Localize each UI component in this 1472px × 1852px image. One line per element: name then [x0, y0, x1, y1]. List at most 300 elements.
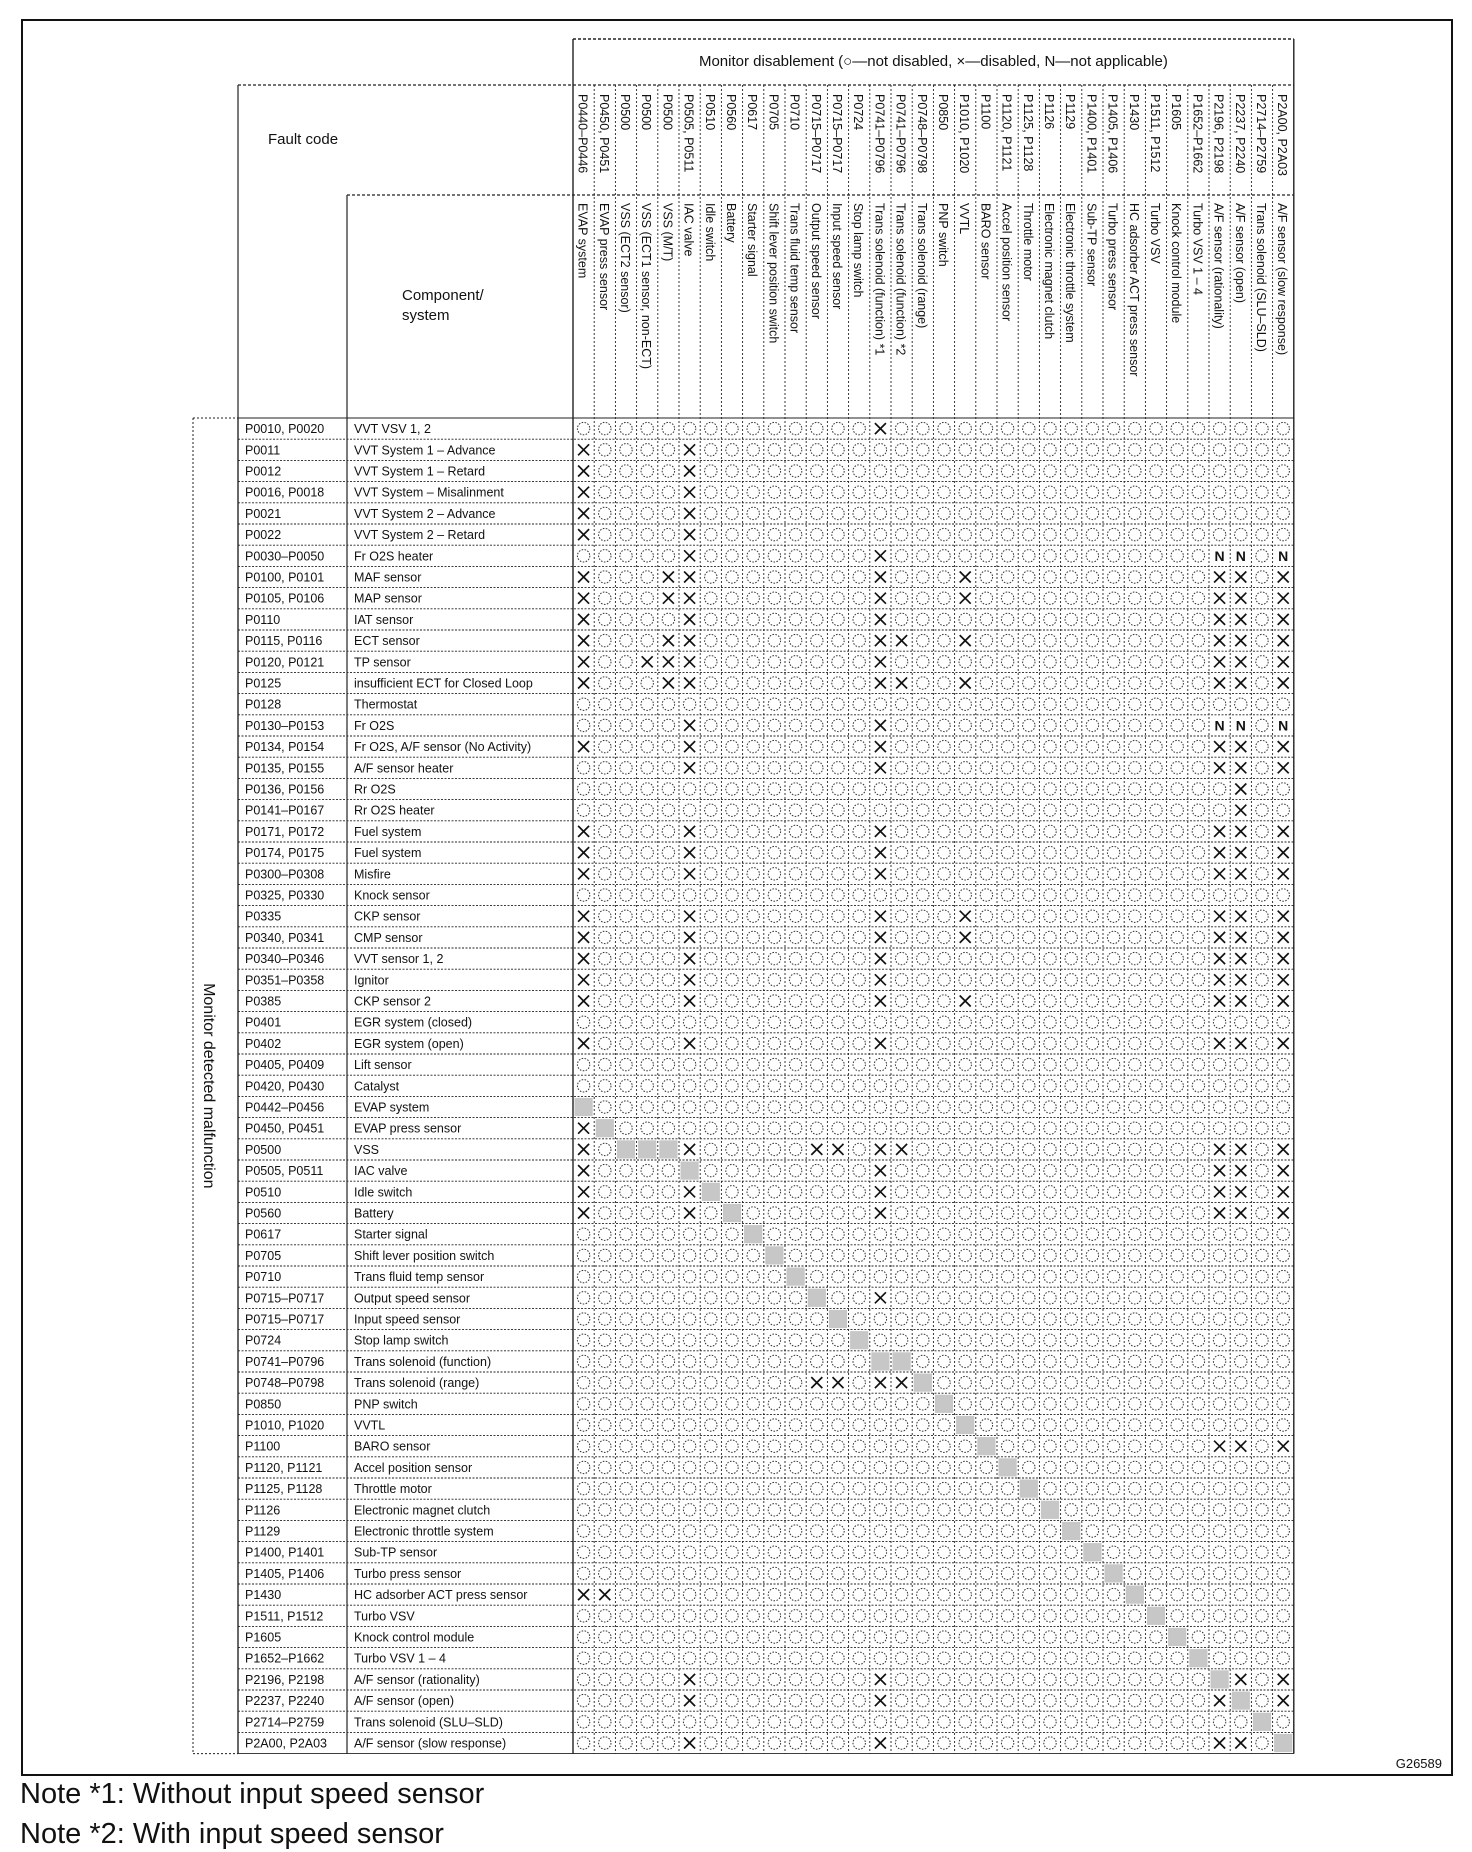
- mark-not-disabled: [1023, 1037, 1035, 1049]
- mark-not-disabled: [789, 444, 801, 456]
- mark-not-disabled: [1150, 1482, 1162, 1494]
- mark-not-disabled: [1213, 698, 1225, 710]
- mark-not-disabled: [705, 1122, 717, 1134]
- mark-not-disabled: [726, 1080, 738, 1092]
- mark-self-shaded: [1253, 1713, 1271, 1731]
- mark-not-disabled: [980, 528, 992, 540]
- mark-not-disabled: [895, 1694, 907, 1706]
- mark-not-disabled: [768, 1610, 780, 1622]
- mark-not-disabled: [620, 571, 632, 583]
- mark-disabled: [642, 656, 653, 667]
- mark-not-disabled: [1086, 1461, 1098, 1473]
- mark-not-disabled: [1107, 1080, 1119, 1092]
- mark-not-disabled: [1150, 1037, 1162, 1049]
- mark-not-disabled: [620, 783, 632, 795]
- mark-not-disabled: [1065, 1122, 1077, 1134]
- mark-not-disabled: [874, 507, 886, 519]
- mark-not-disabled: [1256, 1207, 1268, 1219]
- mark-not-disabled: [1277, 1355, 1289, 1367]
- mark-not-disabled: [1277, 1376, 1289, 1388]
- mark-not-disabled: [1023, 571, 1035, 583]
- mark-not-disabled: [1192, 952, 1204, 964]
- mark-not-disabled: [1044, 465, 1056, 477]
- mark-not-disabled: [980, 1419, 992, 1431]
- mark-disabled: [875, 1165, 886, 1176]
- mark-not-disabled: [1150, 762, 1162, 774]
- mark-not-disabled: [832, 1419, 844, 1431]
- mark-not-disabled: [1086, 486, 1098, 498]
- mark-not-disabled: [662, 1101, 674, 1113]
- mark-not-disabled: [599, 804, 611, 816]
- column-name-26: Turbo press sensor: [1105, 203, 1120, 311]
- mark-not-disabled: [1023, 995, 1035, 1007]
- mark-not-disabled: [705, 1694, 717, 1706]
- mark-not-disabled: [811, 465, 823, 477]
- mark-not-disabled: [1277, 465, 1289, 477]
- column-name-29: Knock control module: [1169, 203, 1184, 324]
- mark-not-disabled: [1213, 1122, 1225, 1134]
- mark-not-disabled: [1129, 1546, 1141, 1558]
- mark-not-disabled: [789, 1631, 801, 1643]
- mark-not-disabled: [832, 1461, 844, 1473]
- mark-disabled: [1278, 1441, 1289, 1452]
- mark-not-disabled: [1150, 656, 1162, 668]
- mark-not-disabled: [1129, 1694, 1141, 1706]
- mark-not-disabled: [853, 868, 865, 880]
- mark-not-disabled: [1171, 571, 1183, 583]
- mark-not-disabled: [768, 1716, 780, 1728]
- column-code-18: P0850: [936, 94, 950, 131]
- mark-not-disabled: [768, 762, 780, 774]
- mark-not-disabled: [683, 1546, 695, 1558]
- mark-not-disabled: [1023, 1716, 1035, 1728]
- mark-not-disabled: [1129, 804, 1141, 816]
- mark-not-disabled: [768, 613, 780, 625]
- mark-not-disabled: [641, 634, 653, 646]
- mark-disabled: [1235, 1674, 1246, 1685]
- mark-not-disabled: [620, 1313, 632, 1325]
- mark-not-disabled: [726, 1440, 738, 1452]
- mark-not-disabled: [980, 1716, 992, 1728]
- mark-disabled: [578, 678, 589, 689]
- mark-not-disabled: [683, 1440, 695, 1452]
- mark-disabled: [1278, 593, 1289, 604]
- mark-not-disabled: [853, 1376, 865, 1388]
- mark-not-disabled: [768, 868, 780, 880]
- mark-not-disabled: [1023, 486, 1035, 498]
- mark-not-disabled: [1171, 1716, 1183, 1728]
- mark-not-disabled: [1171, 1016, 1183, 1028]
- column-code-13: P0715–P0717: [830, 94, 844, 174]
- mark-not-disabled: [641, 1588, 653, 1600]
- mark-not-disabled: [832, 1504, 844, 1516]
- mark-disabled: [578, 572, 589, 583]
- mark-not-disabled: [980, 698, 992, 710]
- mark-not-disabled: [1277, 1292, 1289, 1304]
- row-code-57: P1511, P1512: [245, 1609, 324, 1624]
- mark-not-disabled: [1023, 1164, 1035, 1176]
- mark-not-disabled: [599, 634, 611, 646]
- mark-not-disabled: [832, 507, 844, 519]
- mark-not-disabled: [620, 677, 632, 689]
- mark-not-disabled: [811, 486, 823, 498]
- mark-not-disabled: [1044, 931, 1056, 943]
- mark-not-disabled: [1001, 550, 1013, 562]
- mark-not-disabled: [832, 1652, 844, 1664]
- mark-not-disabled: [641, 444, 653, 456]
- mark-not-disabled: [895, 719, 907, 731]
- mark-not-disabled: [1065, 889, 1077, 901]
- mark-not-disabled: [1001, 1355, 1013, 1367]
- mark-disabled: [578, 996, 589, 1007]
- mark-not-disabled: [1086, 1588, 1098, 1600]
- mark-not-disabled: [641, 1292, 653, 1304]
- row-name-10: IAT sensor: [354, 612, 414, 627]
- mark-not-disabled: [747, 1631, 759, 1643]
- mark-not-disabled: [917, 1058, 929, 1070]
- mark-not-disabled: [959, 1313, 971, 1325]
- mark-not-disabled: [1065, 1037, 1077, 1049]
- mark-not-disabled: [959, 889, 971, 901]
- mark-not-disabled: [1107, 931, 1119, 943]
- mark-not-disabled: [959, 1567, 971, 1579]
- mark-not-disabled: [768, 1376, 780, 1388]
- mark-not-disabled: [662, 1080, 674, 1092]
- mark-not-disabled: [1044, 1631, 1056, 1643]
- mark-not-disabled: [620, 1249, 632, 1261]
- mark-not-disabled: [768, 1525, 780, 1537]
- mark-not-disabled: [1256, 1525, 1268, 1537]
- mark-not-disabled: [1150, 1313, 1162, 1325]
- row-name-33: EVAP system: [354, 1100, 430, 1115]
- mark-not-disabled: [811, 1058, 823, 1070]
- mark-not-disabled: [1086, 1737, 1098, 1749]
- mark-disabled: [684, 487, 695, 498]
- mark-not-disabled: [789, 1546, 801, 1558]
- mark-not-disabled: [1023, 719, 1035, 731]
- mark-not-disabled: [917, 783, 929, 795]
- mark-not-disabled: [1192, 995, 1204, 1007]
- mark-not-disabled: [1277, 1588, 1289, 1600]
- mark-not-disabled: [1192, 1186, 1204, 1198]
- mark-not-disabled: [1023, 507, 1035, 519]
- mark-not-disabled: [1065, 444, 1077, 456]
- mark-not-disabled: [1107, 846, 1119, 858]
- mark-not-disabled: [1213, 528, 1225, 540]
- mark-self-shaded: [871, 1352, 889, 1370]
- mark-not-disabled: [980, 1186, 992, 1198]
- mark-not-disabled: [1044, 1567, 1056, 1579]
- mark-not-disabled: [959, 1355, 971, 1367]
- mark-not-disabled: [726, 1101, 738, 1113]
- mark-not-disabled: [895, 592, 907, 604]
- mark-not-disabled: [620, 422, 632, 434]
- mark-disabled: [1235, 614, 1246, 625]
- mark-not-disabled: [1001, 1419, 1013, 1431]
- mark-not-disabled: [895, 1716, 907, 1728]
- mark-not-disabled: [874, 1122, 886, 1134]
- mark-not-disabled: [747, 1313, 759, 1325]
- mark-not-disabled: [1065, 1270, 1077, 1282]
- mark-not-disabled: [1001, 571, 1013, 583]
- row-name-23: Knock sensor: [354, 888, 430, 903]
- mark-not-disabled: [1044, 1270, 1056, 1282]
- mark-not-disabled: [1044, 1186, 1056, 1198]
- mark-disabled: [875, 572, 886, 583]
- mark-not-disabled: [705, 1207, 717, 1219]
- mark-disabled: [578, 635, 589, 646]
- mark-not-disabled: [747, 1694, 759, 1706]
- mark-not-disabled: [747, 465, 759, 477]
- row-name-42: Output speed sensor: [354, 1291, 471, 1306]
- mark-not-disabled: [683, 1334, 695, 1346]
- mark-not-disabled: [811, 762, 823, 774]
- mark-not-disabled: [874, 1249, 886, 1261]
- mark-not-disabled: [1235, 698, 1247, 710]
- column-name-10: Shift lever position switch: [766, 203, 781, 344]
- mark-disabled: [1278, 1144, 1289, 1155]
- mark-not-disabled: [811, 825, 823, 837]
- mark-not-disabled: [917, 910, 929, 922]
- mark-not-disabled: [789, 507, 801, 519]
- mark-not-disabled: [1044, 1122, 1056, 1134]
- mark-not-disabled: [789, 1122, 801, 1134]
- mark-not-disabled: [980, 422, 992, 434]
- mark-not-disabled: [874, 1016, 886, 1028]
- mark-not-disabled: [1065, 1313, 1077, 1325]
- mark-not-disabled: [789, 592, 801, 604]
- mark-not-disabled: [1256, 1334, 1268, 1346]
- mark-not-disabled: [747, 719, 759, 731]
- column-code-14: P0724: [851, 94, 866, 131]
- mark-not-disabled: [1044, 1058, 1056, 1070]
- mark-not-disabled: [1023, 1292, 1035, 1304]
- mark-not-disabled: [641, 613, 653, 625]
- mark-not-disabled: [1001, 740, 1013, 752]
- mark-not-disabled: [980, 1101, 992, 1113]
- mark-not-disabled: [895, 740, 907, 752]
- mark-not-disabled: [1065, 528, 1077, 540]
- mark-not-disabled: [917, 1546, 929, 1558]
- row-code-23: P0325, P0330: [245, 888, 325, 903]
- mark-not-disabled: [747, 1249, 759, 1261]
- mark-not-disabled: [662, 974, 674, 986]
- row-name-39: Starter signal: [354, 1227, 428, 1242]
- mark-not-disabled: [959, 444, 971, 456]
- mark-not-disabled: [747, 1101, 759, 1113]
- mark-not-disabled: [768, 952, 780, 964]
- mark-not-disabled: [811, 740, 823, 752]
- mark-disabled: [578, 466, 589, 477]
- row-code-27: P0351–P0358: [245, 973, 325, 988]
- mark-not-disabled: [1044, 1652, 1056, 1664]
- mark-not-disabled: [1192, 910, 1204, 922]
- mark-not-disabled: [959, 1716, 971, 1728]
- mark-not-disabled: [1065, 1249, 1077, 1261]
- mark-not-disabled: [853, 1249, 865, 1261]
- mark-not-disabled: [1107, 1101, 1119, 1113]
- mark-not-disabled: [980, 931, 992, 943]
- mark-not-disabled: [959, 1546, 971, 1558]
- mark-not-disabled: [938, 804, 950, 816]
- mark-not-disabled: [853, 1440, 865, 1452]
- mark-not-disabled: [599, 656, 611, 668]
- mark-not-disabled: [980, 1694, 992, 1706]
- mark-not-disabled: [620, 1737, 632, 1749]
- mark-not-disabled: [1001, 1143, 1013, 1155]
- mark-not-disabled: [599, 1037, 611, 1049]
- mark-not-disabled: [1171, 762, 1183, 774]
- mark-not-disabled: [917, 528, 929, 540]
- row-name-40: Shift lever position switch: [354, 1248, 495, 1263]
- mark-not-disabled: [1086, 1652, 1098, 1664]
- mark-not-disabled: [1256, 783, 1268, 795]
- mark-not-disabled: [577, 1652, 589, 1664]
- mark-disabled: [684, 868, 695, 879]
- mark-not-disabled: [641, 1461, 653, 1473]
- row-name-53: Electronic throttle system: [354, 1524, 494, 1539]
- column-name-31: A/F sensor (rationality): [1211, 203, 1226, 329]
- mark-not-disabled: [1044, 444, 1056, 456]
- mark-not-disabled: [1235, 486, 1247, 498]
- mark-not-disabled: [980, 1207, 992, 1219]
- mark-not-disabled: [599, 1207, 611, 1219]
- mark-not-disabled: [1277, 1398, 1289, 1410]
- mark-not-disabled: [641, 1652, 653, 1664]
- mark-not-disabled: [1192, 465, 1204, 477]
- mark-not-disabled: [662, 1631, 674, 1643]
- mark-not-disabled: [577, 1440, 589, 1452]
- mark-not-disabled: [917, 1631, 929, 1643]
- mark-not-disabled: [1086, 889, 1098, 901]
- mark-not-disabled: [1065, 846, 1077, 858]
- mark-not-disabled: [980, 465, 992, 477]
- mark-not-disabled: [620, 1461, 632, 1473]
- mark-not-disabled: [1001, 1058, 1013, 1070]
- mark-not-disabled: [938, 783, 950, 795]
- mark-not-disabled: [747, 825, 759, 837]
- mark-not-disabled: [938, 1504, 950, 1516]
- mark-not-disabled: [1001, 1525, 1013, 1537]
- mark-not-disabled: [768, 1101, 780, 1113]
- mark-not-disabled: [1192, 1207, 1204, 1219]
- mark-not-disabled: [959, 1525, 971, 1537]
- mark-not-disabled: [895, 952, 907, 964]
- mark-not-disabled: [768, 1164, 780, 1176]
- column-code-8: P0560: [724, 94, 738, 131]
- mark-not-disabled: [1192, 1164, 1204, 1176]
- mark-not-disabled: [620, 1186, 632, 1198]
- column-name-24: Electronic throttle system: [1063, 203, 1078, 343]
- mark-not-disabled: [662, 444, 674, 456]
- mark-not-disabled: [747, 1419, 759, 1431]
- mark-not-disabled: [980, 1037, 992, 1049]
- mark-not-disabled: [599, 974, 611, 986]
- mark-not-disabled: [980, 1652, 992, 1664]
- mark-not-disabled: [641, 1376, 653, 1388]
- mark-not-disabled: [811, 1567, 823, 1579]
- mark-not-disabled: [980, 1737, 992, 1749]
- mark-not-disabled: [1171, 1610, 1183, 1622]
- column-name-28: Turbo VSV: [1148, 203, 1162, 264]
- mark-not-disabled: [683, 1504, 695, 1516]
- mark-not-disabled: [1107, 592, 1119, 604]
- row-name-43: Input speed sensor: [354, 1312, 461, 1327]
- mark-not-disabled: [1171, 1037, 1183, 1049]
- row-code-56: P1430: [245, 1588, 282, 1603]
- mark-not-disabled: [768, 1461, 780, 1473]
- mark-not-disabled: [705, 571, 717, 583]
- mark-not-disabled: [1107, 1355, 1119, 1367]
- mark-not-disabled: [1107, 656, 1119, 668]
- mark-not-disabled: [1001, 1122, 1013, 1134]
- mark-not-disabled: [1129, 698, 1141, 710]
- mark-disabled: [875, 1208, 886, 1219]
- mark-not-disabled: [917, 1186, 929, 1198]
- mark-self-shaded: [1147, 1607, 1165, 1625]
- mark-not-disabled: [1001, 1186, 1013, 1198]
- mark-not-disabled: [1171, 444, 1183, 456]
- mark-not-disabled: [1171, 1080, 1183, 1092]
- mark-not-disabled: [662, 1016, 674, 1028]
- mark-disabled: [1214, 868, 1225, 879]
- mark-not-disabled: [853, 825, 865, 837]
- mark-not-disabled: [832, 1207, 844, 1219]
- mark-not-disabled: [917, 931, 929, 943]
- mark-not-disabled: [938, 974, 950, 986]
- mark-not-disabled: [980, 507, 992, 519]
- mark-not-disabled: [599, 1673, 611, 1685]
- row-code-40: P0705: [245, 1248, 282, 1263]
- mark-not-disabled: [1213, 1652, 1225, 1664]
- mark-not-disabled: [874, 1461, 886, 1473]
- mark-not-disabled: [599, 1631, 611, 1643]
- mark-not-disabled: [1044, 422, 1056, 434]
- mark-disabled: [1235, 1738, 1246, 1749]
- mark-not-disabled: [1256, 1588, 1268, 1600]
- mark-not-applicable: N: [1235, 717, 1246, 734]
- mark-not-disabled: [1065, 1334, 1077, 1346]
- mark-disabled: [684, 741, 695, 752]
- row-code-62: P2714–P2759: [245, 1715, 325, 1730]
- mark-not-disabled: [832, 1673, 844, 1685]
- mark-not-disabled: [1171, 804, 1183, 816]
- mark-not-disabled: [577, 1673, 589, 1685]
- mark-not-disabled: [789, 1334, 801, 1346]
- mark-not-disabled: [1044, 1588, 1056, 1600]
- mark-not-disabled: [705, 422, 717, 434]
- mark-not-disabled: [917, 1610, 929, 1622]
- row-name-60: A/F sensor (rationality): [354, 1672, 480, 1687]
- mark-not-disabled: [832, 804, 844, 816]
- mark-not-disabled: [938, 762, 950, 774]
- mark-not-disabled: [1065, 974, 1077, 986]
- mark-disabled: [875, 678, 886, 689]
- mark-not-disabled: [789, 1610, 801, 1622]
- mark-not-disabled: [641, 719, 653, 731]
- mark-not-disabled: [1235, 1334, 1247, 1346]
- mark-not-disabled: [1001, 1249, 1013, 1261]
- mark-not-disabled: [683, 1567, 695, 1579]
- mark-not-disabled: [980, 1143, 992, 1155]
- mark-not-disabled: [683, 1419, 695, 1431]
- row-code-8: P0100, P0101: [245, 570, 325, 585]
- mark-not-disabled: [895, 931, 907, 943]
- mark-not-disabled: [895, 444, 907, 456]
- mark-not-disabled: [1023, 1186, 1035, 1198]
- mark-not-disabled: [1065, 804, 1077, 816]
- mark-not-disabled: [1213, 507, 1225, 519]
